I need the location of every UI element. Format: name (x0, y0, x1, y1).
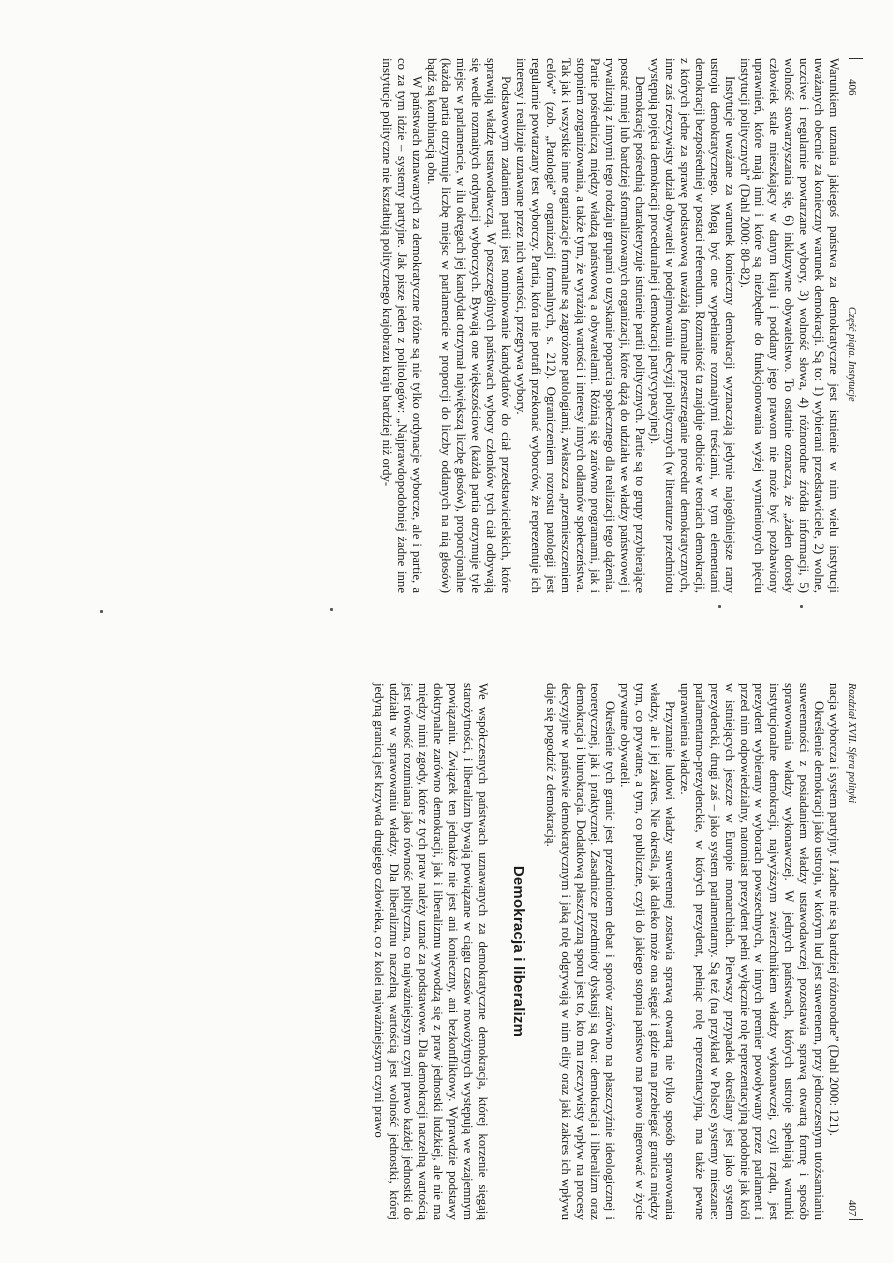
right-page-header (841, 683, 863, 1220)
right-page (13, 683, 863, 1220)
left-page-number: 406 (846, 79, 858, 96)
right-paragraph-1: nacja wyborcza i system partyjny. I żadne nie są bardziej różnorodne” (Dahl 2000: 121). (827, 683, 841, 1136)
scan-speck (800, 605, 803, 608)
left-paragraph-3: Demokrację pośrednią charakteryzuje istnienie partii politycznych. Partie są to grupy przybierające postać mniej lub bardziej sformalizowanych organizacji, które dążą do udziału we władzy państwowej i rywalizują z innymi tego rodzaju grupami o uzyskanie poparcia społecznego dla realizacji tego dążenia. Partie pośredniczą między władzą państwową a obywatelami. Różnią się zarówno programami, jak i stopniem zorganizowania, a także tym, że wyrażają wartości i interesy innych odłamów społeczeństwa. Tak jak i wszystkie inne organizacje formalne są zagrożone patologiami, zwłaszcza „przemieszczeniem celów” (zob. „Patologie” organizacji formalnych, s. 212). Ograniczeniem rozrostu patologii jest regularnie powtarzany test wyborczy. Partia, która nie potrafi przekonać wyborców, że reprezentuje ich interesy i realizuje uznawane przez nich wartości, przegrywa wybory. (513, 58, 648, 593)
scan-speck (718, 605, 721, 608)
left-paragraph-2: Instytucje uważane za warunek konieczny demokracji wyznaczają jedynie najogólniejsze ramy ustroju demokratycznego. Mogą być one wypełniane rozmaitymi treściami, w tym elementami demokracji bezpośredniej w postaci referendum. Rozmaitość ta znajduje odbicie w teoriach demokracji, z których jedne za sprawę podstawową uważają formalne przestrzeganie procedur demokratycznych, inne zaś rzeczywisty udział obywateli w podejmowaniu decyzji politycznych (w literaturze przedmiotu występują pojęcia demokracji proceduralnej i demokracji partycypacyjnej). (648, 58, 737, 593)
header-rule (849, 58, 863, 59)
header-rule (849, 1219, 863, 1220)
left-page (13, 58, 863, 593)
left-running-head: Część piąta. Instytucje (846, 306, 857, 402)
right-paragraph-3: Przyznanie ludowi władzy suwerennej zostawia sprawą otwartą nie tylko sposób sprawowania władzy, ale i jej zakres. Nie określa, jak daleko może ona sięgać i gdzie ma przebiegać granica między tym, co prywatne, a tym, co publiczne, czyli do jakiego stopnia państwo ma prawo ingerować w życie prywatne obywateli. (618, 683, 678, 1220)
right-paragraph-2: Określenie demokracji jako ustroju, w którym lud jest suwerenem, przy jednoczesnym utożsamianiu suwerenności z posiadaniem władzy ustawodawczej pozostawia sprawą otwartą formę i sposób sprawowania władzy wykonawczej. W jednych państwach, których ustroje spełniają warunki instytucjonalne demokracji, najwyższym zwierzchnikiem władzy wykonawczej, czyli rządu, jest prezydent wybierany w wyborach powszechnych, w innych premier powoływany przez parlament i przed nim odpowiedzialny, natomiast prezydent pełni wyłącznie rolę reprezentacyjną podobnie jak król w istniejących jeszcze w Europie monarchiach. Pierwszy przypadek określany jest jako system prezydencki, drugi zaś – jako system parlamentarny. Są też (na przykład w Polsce) systemy mieszane: parlamentarno-prezydenckie, w których prezydent, pełniąc rolę reprezentacyjną, ma także pewne uprawnienia władcze. (677, 683, 827, 1220)
right-paragraph-5: We współczesnych państwach uznawanych za demokratyczne demokracja, której korzenie sięgają starożytności, i liberalizm bywają powiązane w ciągu czasów nowożytnych występują we wzajemnym powiązaniu. Związek ten jednakże nie jest ani konieczny, ani bezkonfliktowy. Wprawdzie podstawy doktrynalne zarówno demokracji, jak i liberalizmu wywodzą się z praw jednostki ludzkiej, ale nie ma między nimi zgody, które z tych praw należy uznać za podstawowe. Dla demokracji naczelną wartością jest równość rozumiana jako równość polityczna, co najważniejszym czyni prawo każdej jednostki do udziału w sprawowaniu władzy. Dla liberalizmu naczelną wartością jest wolność jednostki, której jedyną granicą jest krzywda drugiego człowieka, co z kolei najważniejszym czyni prawo (371, 683, 490, 1220)
scan-speck (330, 608, 333, 611)
right-paragraph-4: Określenie tych granic jest przedmiotem debat i sporów zarówno na płaszczyźnie ideologicznej i teoretycznej, jak i praktycznej. Zasadnicze przedmioty dyskusji są dwa: demokracja i liberalizm oraz demokracja i biurokracja. Dodatkową płaszczyzną sporu jest to, kto ma rzeczywisty wpływ na procesy decyzyjne w państwie demokratycznym i jaką rolę odgrywają w nim elity oraz jaki zakres ich wpływu daje się pogodzić z demokracją. (543, 683, 618, 1220)
scan-speck (100, 610, 103, 613)
left-paragraph-1: Warunkiem uznania jakiegoś państwa za demokratyczne jest istnienie w nim wielu instytucji uważanych obecnie za konieczny warunek demokracji. Są to: 1) wybierani przedstawiciele, 2) wolne, uczciwe i regularnie powtarzane wybory, 3) wolność słowa, 4) różnorodne źródła informacji, 5) wolność stowarzyszania się, 6) inkluzywne obywatelstwo. To ostatnie oznacza, że „żaden dorosły człowiek stale mieszkający w danym kraju i poddany jego prawom nie może być pozbawiony uprawnień, które mają inni i które są niezbędne do funkcjonowania wyżej wymienionych pięciu instytucji politycznych” (Dahl 2000: 80–82). (737, 58, 841, 593)
right-page-number: 407 (846, 1199, 858, 1217)
left-paragraph-5: W państwach uznawanych za demokratyczne różne są nie tylko ordynacje wyborcze, ale i partie, a co za tym idzie – systemy partyjne. Jak pisze jeden z politologów: „Najprawdopodobniej żadne inne instytucje polityczne nie kształtują politycznego krajobrazu kraju bardziej niż ordy- (379, 58, 424, 593)
left-page-header (841, 58, 863, 593)
section-heading: Demokracja i liberalizm (509, 865, 527, 1038)
left-paragraph-4: Podstawowym zadaniem partii jest nominowanie kandydatów do ciał przedstawicielskich, które sprawują władzę ustawodawczą. W poszczególnych państwach wybory członków tych ciał odbywają się wedle rozmaitych ordynacji wyborczych. Bywają one większościowe (każda partia otrzymuje tyle miejsc w parlamencie, w ilu okręgach jej kandydat otrzymał największą liczbę głosów), proporcjonalne (każda partia otrzymuje liczbę miejsc w parlamencie w proporcji do liczby oddanych na nią głosów) bądź są kombinacją obu. (424, 58, 514, 593)
right-running-head: Rozdział XVII. Sfera polityki (846, 683, 857, 804)
